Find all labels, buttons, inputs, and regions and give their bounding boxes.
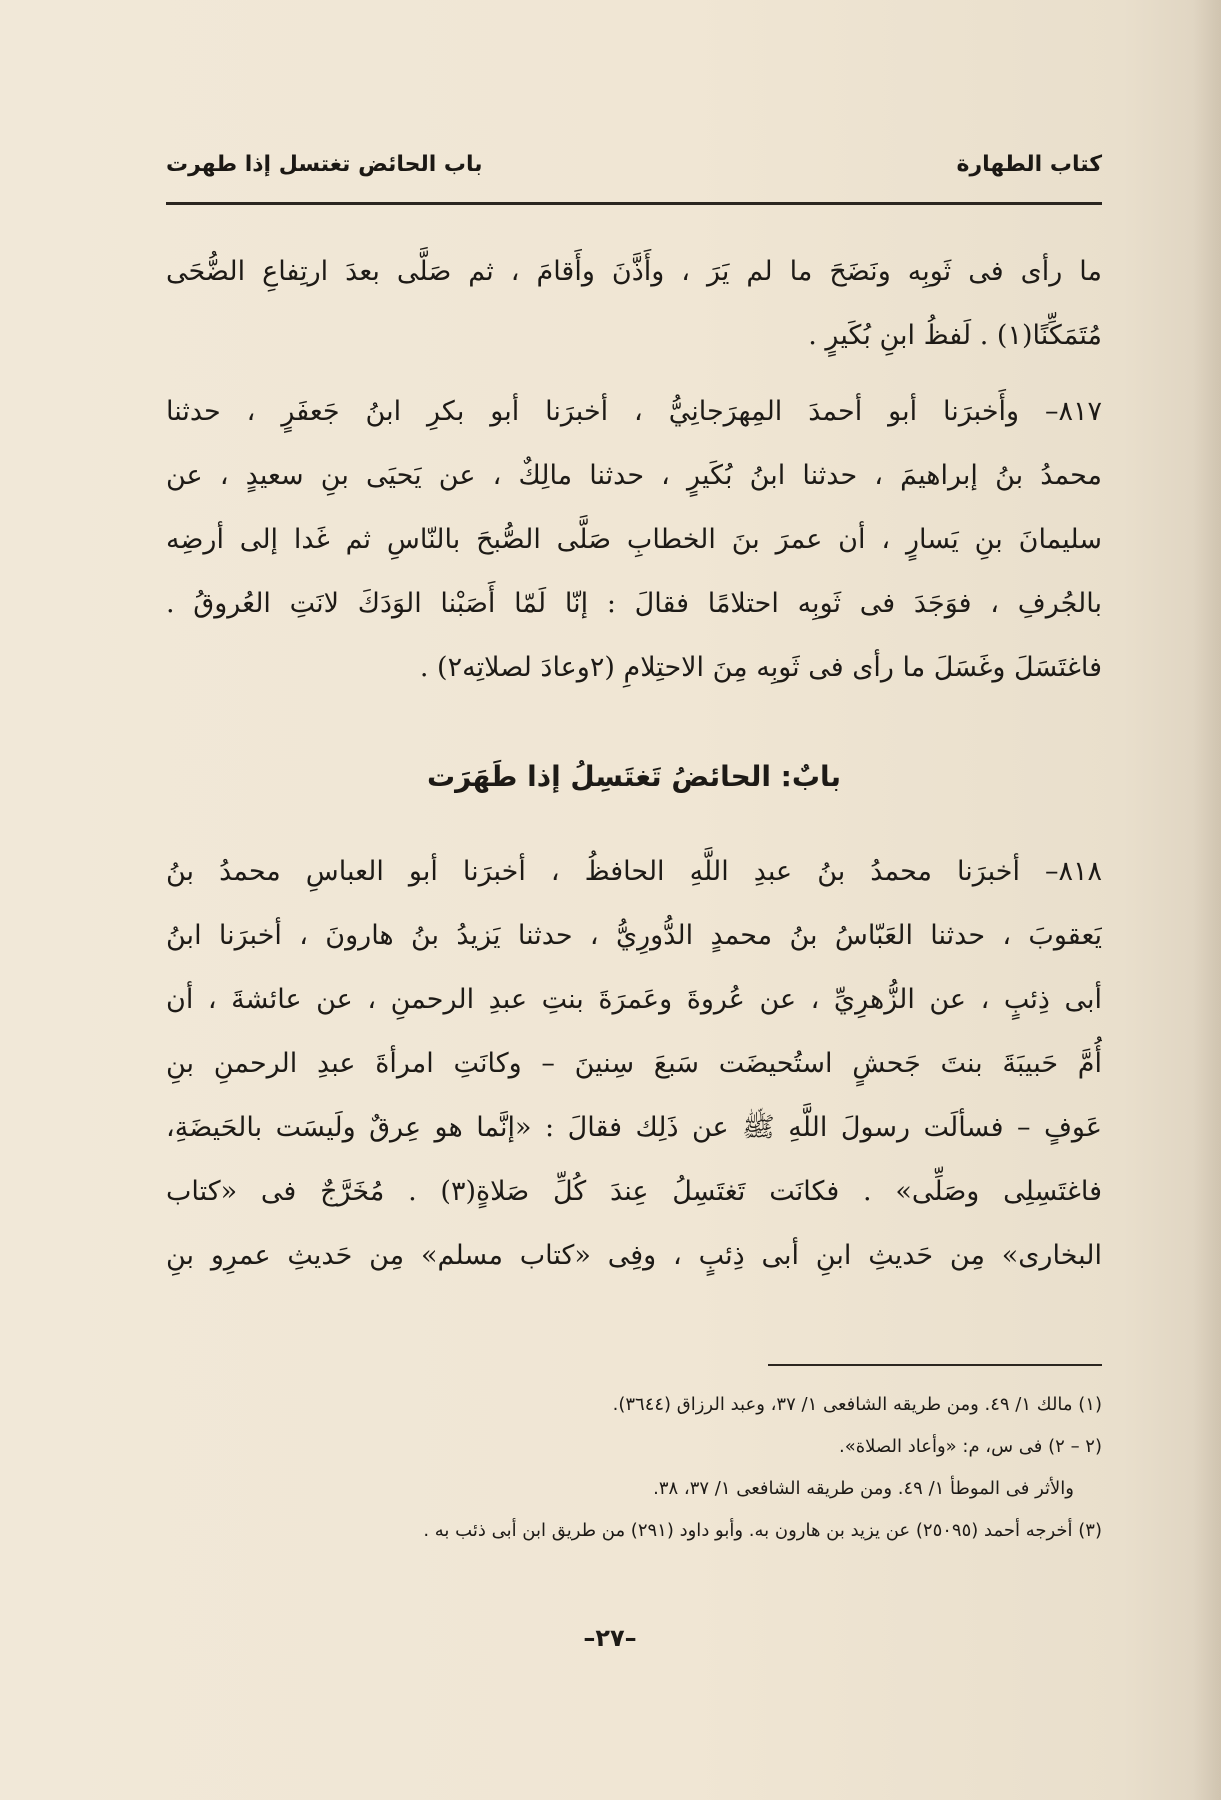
text-line: فاغتَسَلَ وغَسَلَ ما رأى فى ثَوبِه مِنَ الاحتِلامِ (٢وعادَ لصلاتِه٢) . bbox=[419, 652, 1102, 683]
main-text-block-1 bbox=[166, 240, 1102, 700]
footnote-1: (١) مالك ١/ ٤٩. ومن طريقه الشافعى ١/ ٣٧، وعبد الرزاق (٣٦٤٤). bbox=[612, 1394, 1102, 1415]
text-line: أبى ذِئبٍ ، عن الزُّهرِيِّ ، عن عُروةَ وعَمرَةَ بنتِ عبدِ الرحمنِ ، عن عائشةَ ، أن bbox=[166, 984, 1102, 1015]
footnote-3: (٣) أخرجه أحمد (٢٥٠٩٥) عن يزيد بن هارون به. وأبو داود (٢٩١) من طريق ابن أبى ذئب به . bbox=[423, 1520, 1102, 1541]
running-header bbox=[166, 148, 1102, 184]
header-rule bbox=[166, 202, 1102, 205]
footnotes bbox=[166, 1384, 1102, 1552]
footnote-rule bbox=[768, 1364, 1102, 1366]
section-heading: بابٌ: الحائضُ تَغتَسِلُ إذا طَهَرَت bbox=[426, 760, 842, 793]
text-line: أُمَّ حَبيبَةَ بنتَ جَحشٍ استُحيضَت سَبعَ سِنينَ – وكانَتِ امرأةَ عبدِ الرحمنِ بنِ bbox=[166, 1048, 1102, 1079]
book-title: كتاب الطهارة bbox=[956, 152, 1102, 177]
hadith-817-line: ٨١٧– وأَخبرَنا أبو أحمدَ المِهرَجانِيُّ ، أخبرَنا أبو بكرِ ابنُ جَعفَرٍ ، حدثنا bbox=[166, 396, 1102, 427]
text-line: سليمانَ بنِ يَسارٍ ، أن عمرَ بنَ الخطابِ صَلَّى الصُّبحَ بالنّاسِ ثم غَدا إلى أرضِه bbox=[166, 524, 1102, 555]
text-line: مُتَمَكِّنًا(١) . لَفظُ ابنِ بُكَيرٍ . bbox=[808, 320, 1102, 351]
text-line: يَعقوبَ ، حدثنا العَبّاسُ بنُ محمدٍ الدُّورِيُّ ، حدثنا يَزيدُ بنُ هارونَ ، أخبرَنا ابنُ bbox=[166, 920, 1102, 951]
text-line: فاغتَسِلِى وصَلِّى» . فكانَت تَغتَسِلُ عِندَ كُلِّ صَلاةٍ(٣) . مُخَرَّجٌ فى «كتاب bbox=[166, 1176, 1102, 1207]
text-line: ما رأى فى ثَوبِه ونَضَحَ ما لم يَرَ ، وأَذَّنَ وأَقامَ ، ثم صَلَّى بعدَ ارتِفاعِ الضُّحَى bbox=[166, 256, 1102, 287]
main-text-block-2 bbox=[166, 840, 1102, 1288]
text-line: البخارى» مِن حَديثِ ابنِ أبى ذِئبٍ ، وفِى «كتاب مسلم» مِن حَديثِ عمرِو بنِ bbox=[166, 1240, 1102, 1271]
text-line: عَوفٍ – فسألَت رسولَ اللَّهِ ﷺ عن ذَلِك فقالَ : «إنَّما هو عِرقٌ ولَيسَت بالحَيضَةِ، bbox=[166, 1112, 1102, 1143]
paragraph-gap bbox=[166, 368, 1102, 380]
footnote-2: (٢ – ٢) فى س، م: «وأعاد الصلاة». bbox=[838, 1436, 1102, 1457]
chapter-title: باب الحائض تغتسل إذا طهرت bbox=[166, 152, 483, 177]
text-line: محمدُ بنُ إبراهيمَ ، حدثنا ابنُ بُكَيرٍ ، حدثنا مالِكٌ ، عن يَحيَى بنِ سعيدٍ ، عن bbox=[166, 460, 1102, 491]
text-line: بالجُرفِ ، فوَجَدَ فى ثَوبِه احتلامًا فقالَ : إنّا لَمّا أَصَبْنا الوَدَكَ لانَتِ العُروقُ . bbox=[166, 588, 1102, 619]
hadith-818-line: ٨١٨– أخبرَنا محمدُ بنُ عبدِ اللَّهِ الحافظُ ، أخبرَنا أبو العباسِ محمدُ بنُ bbox=[166, 856, 1102, 887]
page-number: –٢٧– bbox=[583, 1624, 637, 1652]
footnote-2-continuation: والأثر فى الموطأ ١/ ٤٩. ومن طريقه الشافعى ١/ ٣٧، ٣٨. bbox=[653, 1478, 1074, 1499]
page-edge-shadow bbox=[1193, 0, 1221, 1800]
